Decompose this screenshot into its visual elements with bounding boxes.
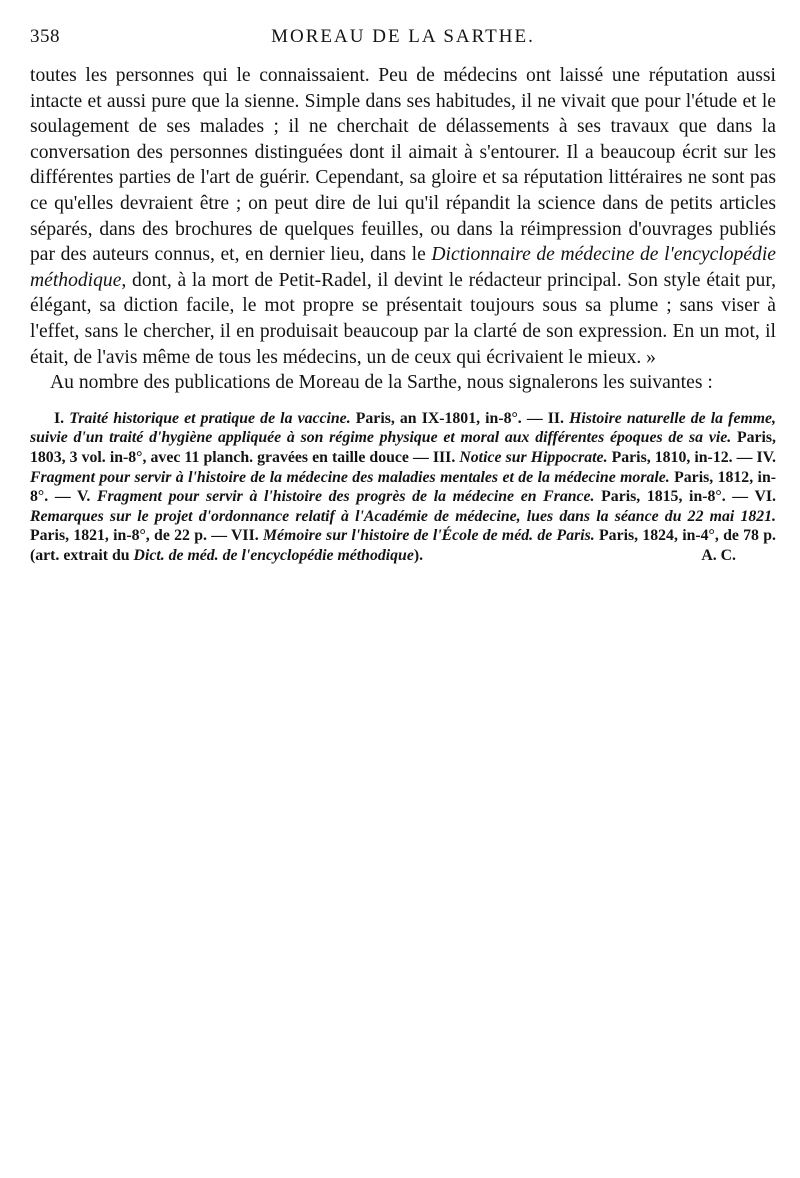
biblio-text: Paris, an IX-1801, in-8°. — II.: [350, 409, 570, 427]
biblio-text: ).: [413, 546, 424, 564]
biblio-text: Paris, 1821, in-8°, de 22 p. — VII.: [30, 527, 263, 545]
biblio-title: Remarques sur le projet d'ordonnance relatif à l'Académie de médecine, lues dans la séance du 22 mai 1821.: [30, 507, 776, 525]
paragraph-text: , dont, à la mort de Petit-Radel, il devint le rédacteur principal. Son style était pur, élégant, sa diction facile, le mot propre se présentait toujours sous sa plume ; sans viser à l'effet, sans le chercher, il en produisait beaucoup par la clarté de son expression. En un mot, il était, de l'avis même de tous les médecins, un de ceux qui écrivaient le mieux. »: [30, 269, 776, 368]
bibliography-list: [30, 409, 776, 566]
biblio-text: I.: [54, 409, 70, 427]
biblio-title: Fragment pour servir à l'histoire des progrès de la médecine en France.: [96, 488, 595, 506]
paragraph-text: Au nombre des publications de Moreau de la Sarthe, nous signalerons les suivantes :: [50, 372, 713, 394]
biblio-title: Fragment pour servir à l'histoire de la médecine des maladies mentales et de la médecine morale.: [30, 468, 670, 486]
biblio-title: Dict. de méd. de l'encyclopédie méthodique: [133, 546, 414, 564]
page-number: 358: [30, 26, 60, 47]
biblio-text: Paris, 1803, 3 vol. in-8°, avec 11 planch. gravées en taille douce — III.: [30, 429, 776, 466]
work-title: Dictionnaire de médecine de l'encyclopédie méthodique: [30, 244, 776, 291]
running-title: MOREAU DE LA SARTHE.: [271, 26, 535, 47]
biblio-text: Paris, 1824, in-4°, de 78 p. (art. extrait du: [30, 527, 776, 564]
document-page: [30, 26, 776, 565]
biblio-text: Paris, 1812, in-8°. — V.: [30, 468, 776, 506]
biblio-text: Paris, 1815, in-8°. — VI.: [594, 488, 776, 506]
biblio-title: Mémoire sur l'histoire de l'École de méd. de Paris.: [262, 527, 595, 545]
biblio-title: Histoire naturelle de la femme, suivie d'un traité d'hygiène appliquée à son régime physique et moral aux différentes époques de sa vie.: [30, 409, 776, 447]
body-paragraph: [30, 370, 776, 396]
biblio-title: Notice sur Hippocrate.: [459, 448, 608, 466]
author-signature: A. C.: [701, 546, 736, 564]
biblio-text: Paris, 1810, in-12. — IV.: [607, 448, 777, 466]
paragraph-text: toutes les personnes qui le connaissaient. Peu de médecins ont laissé une réputation aussi intacte et aussi pure que la sienne. Simple dans ses habitudes, il ne vivait que pour l'étude et le soulagement de ses malades ; il ne cherchait de délassements à ses travaux que dans la conversation des personnes distinguées dont il aimait à s'entourer. Il a beaucoup écrit sur les différentes parties de l'art de guérir. Cependant, sa gloire et sa réputation littéraires ne sont pas ce qu'elles devraient être ; on peut dire de lui qu'il répandit la science dans de petits articles séparés, dans des brochures de quelques feuilles, ou dans la réimpression d'ouvrages publiés par des auteurs connus, et, en dernier lieu, dans le: [30, 65, 776, 266]
biblio-title: Traité historique et pratique de la vaccine.: [69, 409, 351, 427]
page-header: [30, 26, 776, 56]
body-paragraph: [30, 63, 776, 370]
